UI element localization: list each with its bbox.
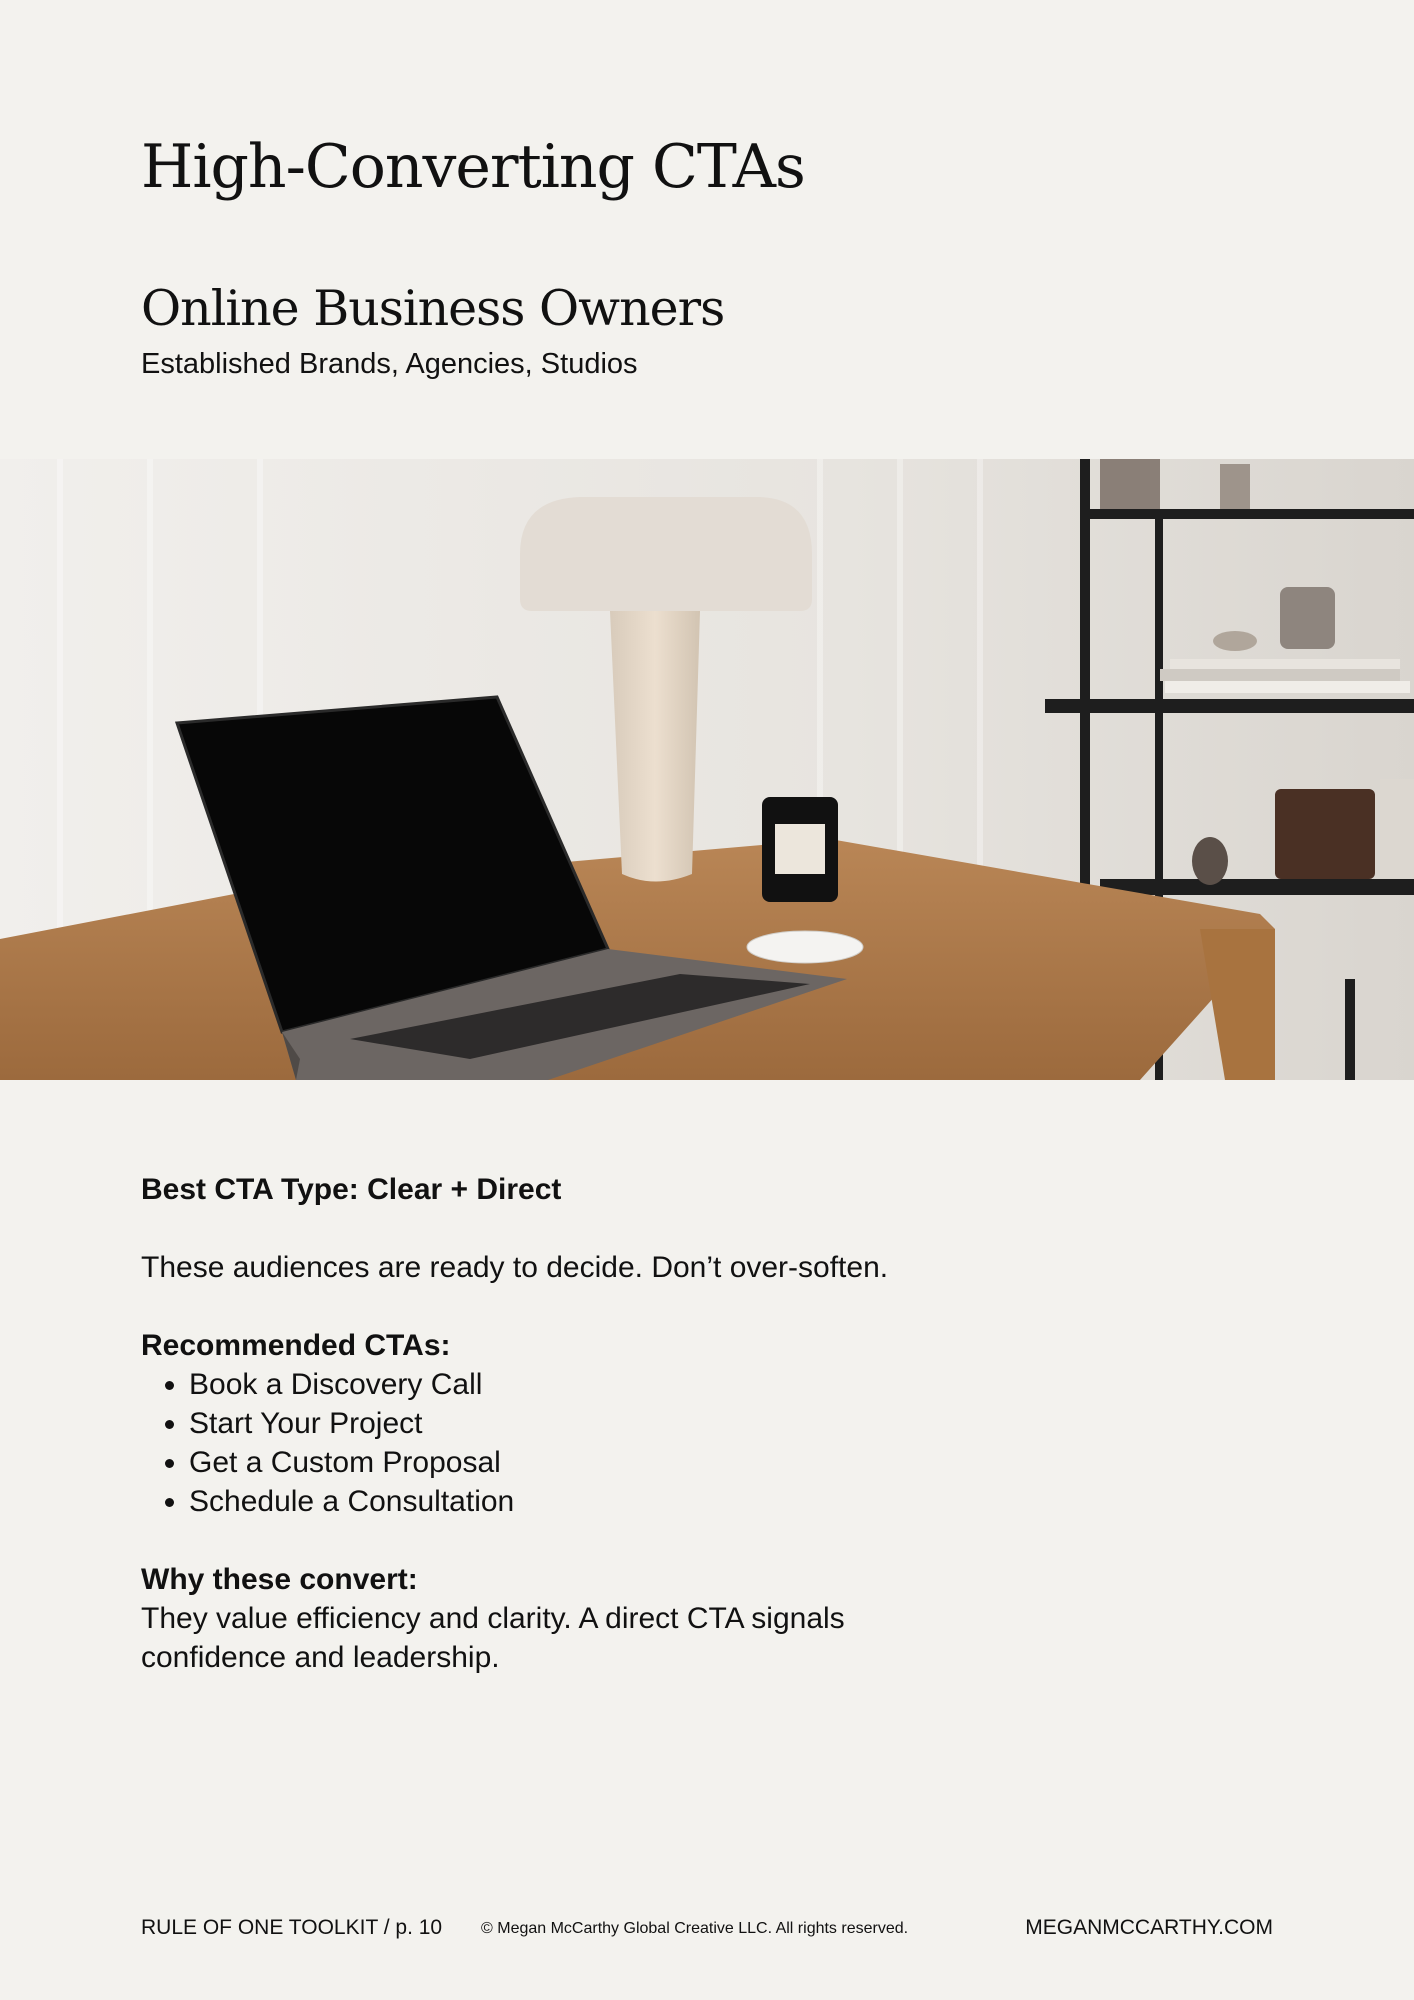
page-title: High-Converting CTAs [141,132,805,202]
list-item: • Start Your Project [189,1404,941,1443]
intro-text: These audiences are ready to decide. Don’t over-soften. [141,1251,889,1284]
footer-copyright: © Megan McCarthy Global Creative LLC. All rights reserved. [481,1920,909,1937]
list-item: • Get a Custom Proposal [189,1443,941,1482]
why-label: Why these convert: [141,1563,418,1596]
footer-website-link[interactable]: MEGANMCCARTHY.COM [1025,1916,1273,1939]
list-item: • Schedule a Consultation [189,1482,941,1521]
footer-toolkit-page: RULE OF ONE TOOLKIT / p. 10 [141,1916,443,1939]
why-text: They value efficiency and clarity. A direct CTA signals confidence and leadership. [141,1602,845,1674]
recommended-label: Recommended CTAs: [141,1329,451,1362]
hero-image [0,459,1414,1080]
audience-subheading: Established Brands, Agencies, Studios [141,348,638,380]
recommended-list [141,1365,941,1521]
content-body [141,1170,941,1677]
cta-type-label: Best CTA Type: Clear + Direct [141,1173,562,1206]
audience-heading: Online Business Owners [141,280,725,337]
list-item: • Book a Discovery Call [189,1365,941,1404]
